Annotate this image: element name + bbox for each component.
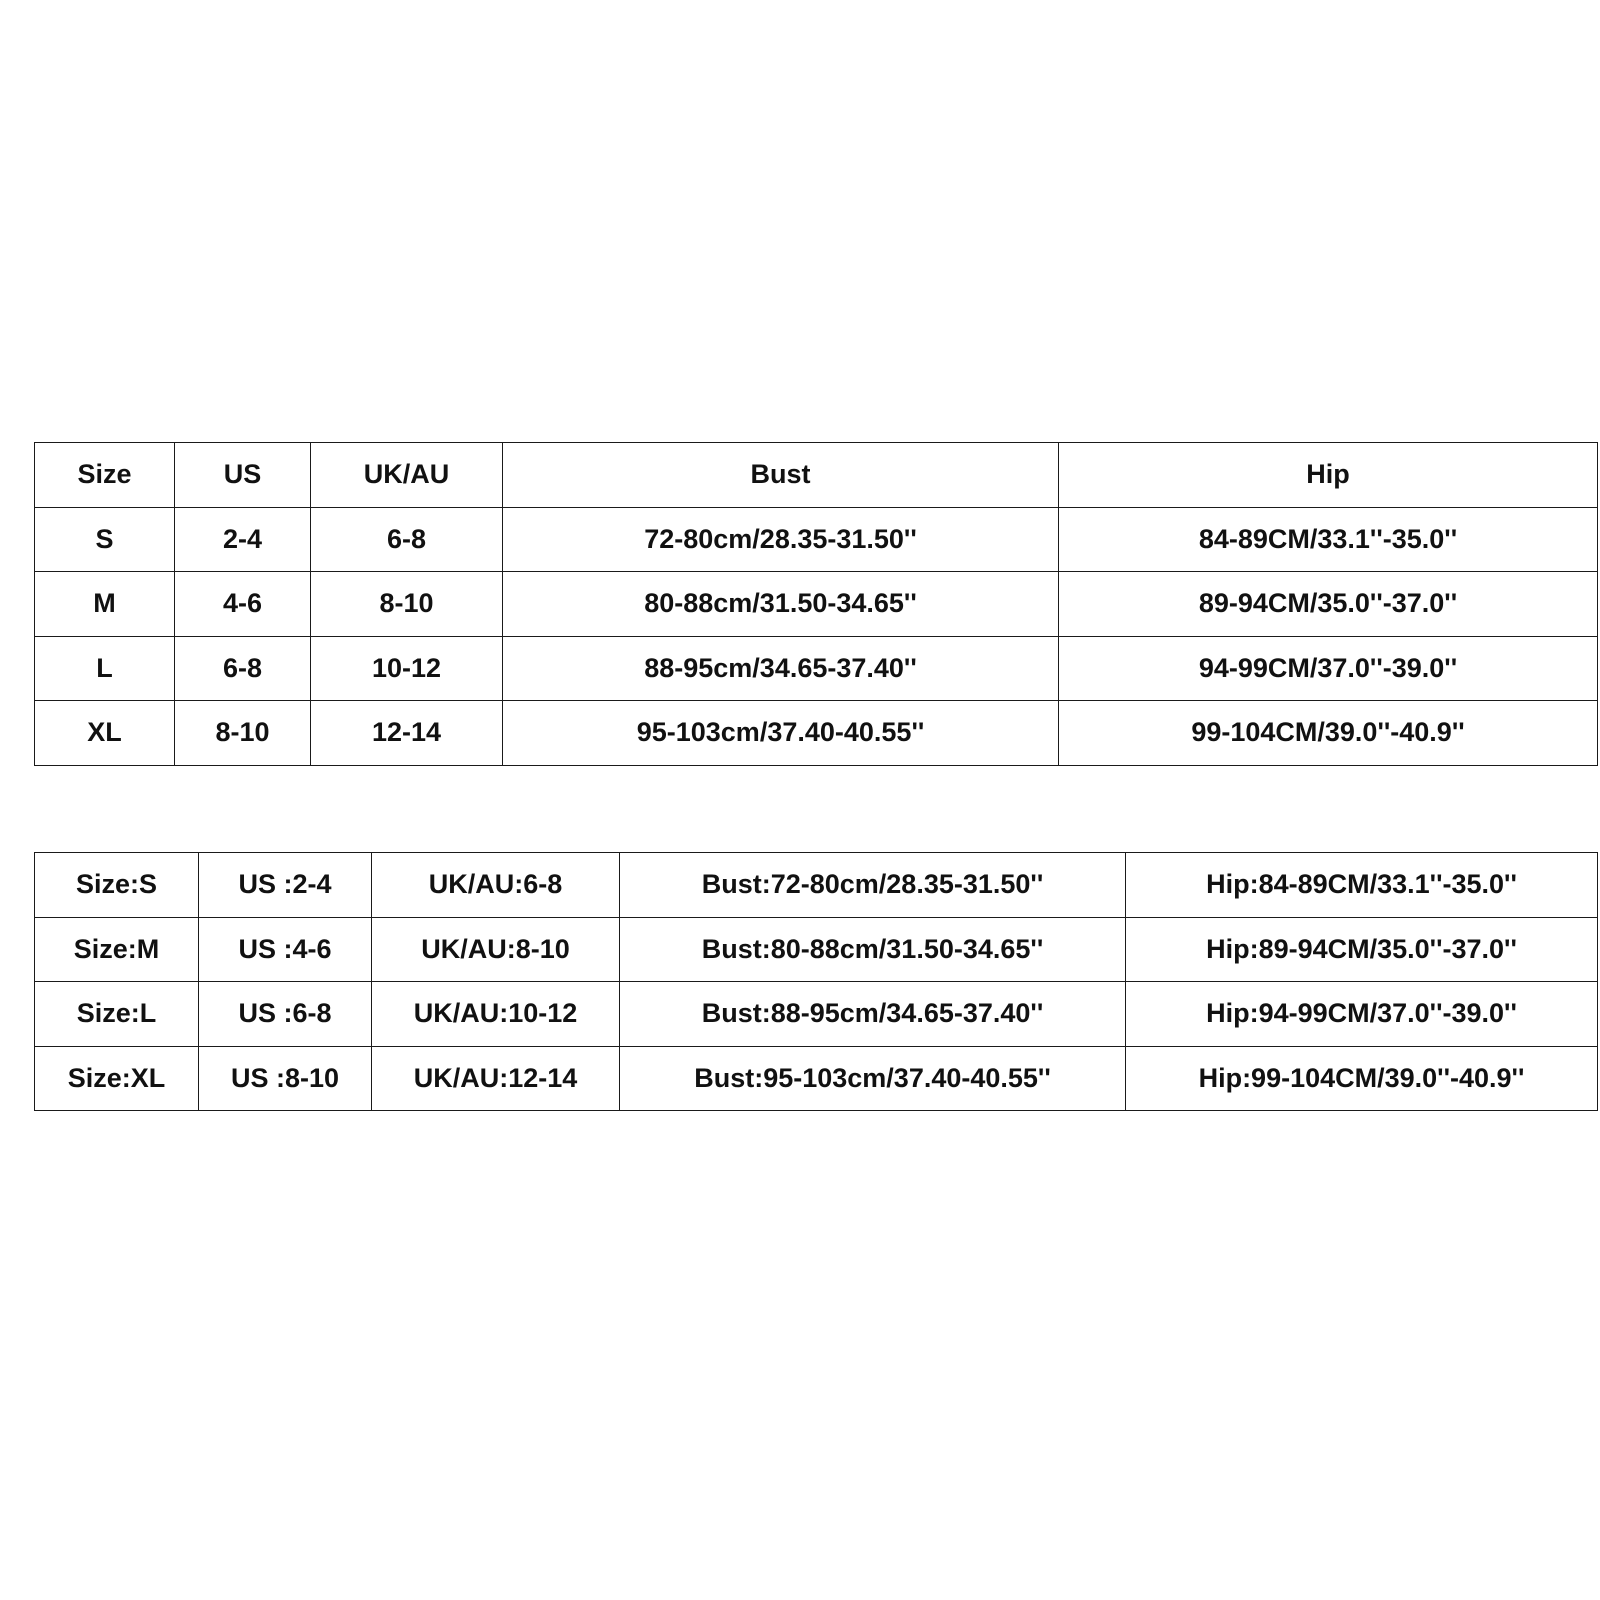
table-row xyxy=(35,982,1598,1047)
cell-uk-au: UK/AU:6-8 xyxy=(372,853,620,918)
cell-hip: 84-89CM/33.1''-35.0'' xyxy=(1059,507,1598,572)
cell-hip: 94-99CM/37.0''-39.0'' xyxy=(1059,636,1598,701)
cell-hip: 99-104CM/39.0''-40.9'' xyxy=(1059,701,1598,766)
cell-us: US :4-6 xyxy=(199,917,372,982)
cell-us: 4-6 xyxy=(175,572,311,637)
table-row xyxy=(35,853,1598,918)
cell-us: 2-4 xyxy=(175,507,311,572)
cell-bust: Bust:88-95cm/34.65-37.40'' xyxy=(620,982,1126,1047)
cell-us: US :2-4 xyxy=(199,853,372,918)
table-row xyxy=(35,917,1598,982)
cell-uk-au: 12-14 xyxy=(311,701,503,766)
cell-bust: Bust:95-103cm/37.40-40.55'' xyxy=(620,1046,1126,1111)
cell-size: L xyxy=(35,636,175,701)
size-label-table xyxy=(34,852,1598,1111)
table-row xyxy=(35,1046,1598,1111)
cell-size: Size:L xyxy=(35,982,199,1047)
table-row xyxy=(35,636,1598,701)
cell-uk-au: 8-10 xyxy=(311,572,503,637)
size-chart-table xyxy=(34,442,1598,766)
cell-uk-au: UK/AU:12-14 xyxy=(372,1046,620,1111)
table-row xyxy=(35,507,1598,572)
table-row xyxy=(35,701,1598,766)
cell-size: Size:XL xyxy=(35,1046,199,1111)
cell-size: XL xyxy=(35,701,175,766)
cell-size: S xyxy=(35,507,175,572)
cell-uk-au: 10-12 xyxy=(311,636,503,701)
header-bust: Bust xyxy=(503,443,1059,508)
cell-us: 8-10 xyxy=(175,701,311,766)
header-size: Size xyxy=(35,443,175,508)
cell-bust: 72-80cm/28.35-31.50'' xyxy=(503,507,1059,572)
header-hip: Hip xyxy=(1059,443,1598,508)
header-us: US xyxy=(175,443,311,508)
cell-bust: Bust:80-88cm/31.50-34.65'' xyxy=(620,917,1126,982)
cell-us: US :8-10 xyxy=(199,1046,372,1111)
cell-uk-au: UK/AU:10-12 xyxy=(372,982,620,1047)
cell-bust: 80-88cm/31.50-34.65'' xyxy=(503,572,1059,637)
cell-bust: 88-95cm/34.65-37.40'' xyxy=(503,636,1059,701)
table-row xyxy=(35,572,1598,637)
cell-bust: Bust:72-80cm/28.35-31.50'' xyxy=(620,853,1126,918)
cell-size: M xyxy=(35,572,175,637)
cell-hip: 89-94CM/35.0''-37.0'' xyxy=(1059,572,1598,637)
cell-hip: Hip:84-89CM/33.1''-35.0'' xyxy=(1126,853,1598,918)
cell-hip: Hip:99-104CM/39.0''-40.9'' xyxy=(1126,1046,1598,1111)
cell-hip: Hip:89-94CM/35.0''-37.0'' xyxy=(1126,917,1598,982)
header-uk-au: UK/AU xyxy=(311,443,503,508)
cell-hip: Hip:94-99CM/37.0''-39.0'' xyxy=(1126,982,1598,1047)
cell-us: 6-8 xyxy=(175,636,311,701)
table-header-row xyxy=(35,443,1598,508)
cell-size: Size:M xyxy=(35,917,199,982)
cell-uk-au: 6-8 xyxy=(311,507,503,572)
cell-uk-au: UK/AU:8-10 xyxy=(372,917,620,982)
cell-us: US :6-8 xyxy=(199,982,372,1047)
cell-size: Size:S xyxy=(35,853,199,918)
cell-bust: 95-103cm/37.40-40.55'' xyxy=(503,701,1059,766)
